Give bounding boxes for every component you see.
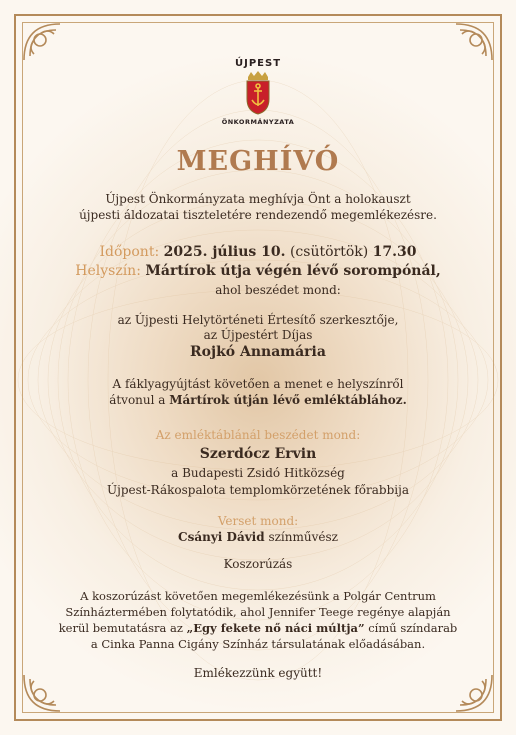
time-hour: 17.30 [372, 244, 417, 260]
closing-line-2: Színháztermében folytatódik, ahol Jennifer Teege regénye alapján [65, 605, 451, 619]
time-date: 2025. július 10. [163, 244, 286, 260]
time-day: (csütörtök) [289, 244, 369, 260]
time-label: Időpont: [99, 244, 160, 260]
place-note: ahol beszédet mond: [215, 283, 341, 297]
memorial-line-1: a Budapesti Zsidó Hitközség [171, 466, 345, 480]
place-row [40, 263, 476, 279]
crest-bottom-text: ÖNKORMÁNYZATA [221, 118, 295, 126]
closing-line-4: a Cinka Panna Cigány Színház társulatának előadásában. [90, 637, 426, 651]
intro-line-1: Újpest Önkormányzata meghívja Önt a holokauszt [105, 192, 411, 206]
farewell-text: Emlékezzünk együtt! [193, 666, 323, 680]
crest-top-text: ÚJPEST [234, 58, 282, 69]
march-line-2-bold: Mártírok útján lévő emléktáblához. [169, 393, 407, 407]
memorial-speaker-name: Szerdócz Ervin [199, 446, 317, 462]
place-value: Mártírok útja végén lévő sorompónál, [145, 263, 441, 279]
poem-reciter-role: színművész [264, 530, 338, 544]
anchor-coat-of-arms-icon [245, 71, 271, 115]
speaker1-name: Rojkó Annamária [190, 344, 326, 360]
closing-line-3-post: című színdarab [364, 621, 458, 635]
page-title: MEGHÍVÓ [176, 146, 340, 177]
closing-line-3-pre: kerül bemutatásra az [58, 621, 187, 635]
speaker1-line-1: az Újpesti Helytörténeti Értesítő szerkesztője, [117, 313, 399, 327]
march-line-2-pre: átvonul a [109, 393, 170, 407]
poem-row [40, 530, 476, 544]
intro-line-2: újpesti áldozatai tiszteletére rendezendő megemlékezésre. [79, 208, 437, 222]
poem-reciter-name: Csányi Dávid [178, 530, 265, 544]
poem-label: Verset mond: [217, 514, 299, 528]
closing-line-1: A koszorúzást követően megemlékezésünk a Polgár Centrum [80, 589, 436, 603]
closing-line-3 [40, 621, 476, 635]
march-line-2 [40, 393, 476, 407]
time-row [40, 244, 476, 260]
place-label: Helyszín: [75, 263, 141, 279]
memorial-line-2: Újpest-Rákospalota templomkörzetének főrabbija [106, 483, 409, 497]
march-line-1: A fáklyagyújtást követően a menet e helyszínről [112, 377, 404, 391]
play-title: „Egy fekete nő náci múltja” [186, 621, 365, 635]
speaker1-line-2: az Újpestért Díjas [203, 328, 313, 342]
wreath-text: Koszorúzás [223, 557, 293, 571]
memorial-label: Az emléktáblánál beszédet mond: [155, 428, 361, 442]
